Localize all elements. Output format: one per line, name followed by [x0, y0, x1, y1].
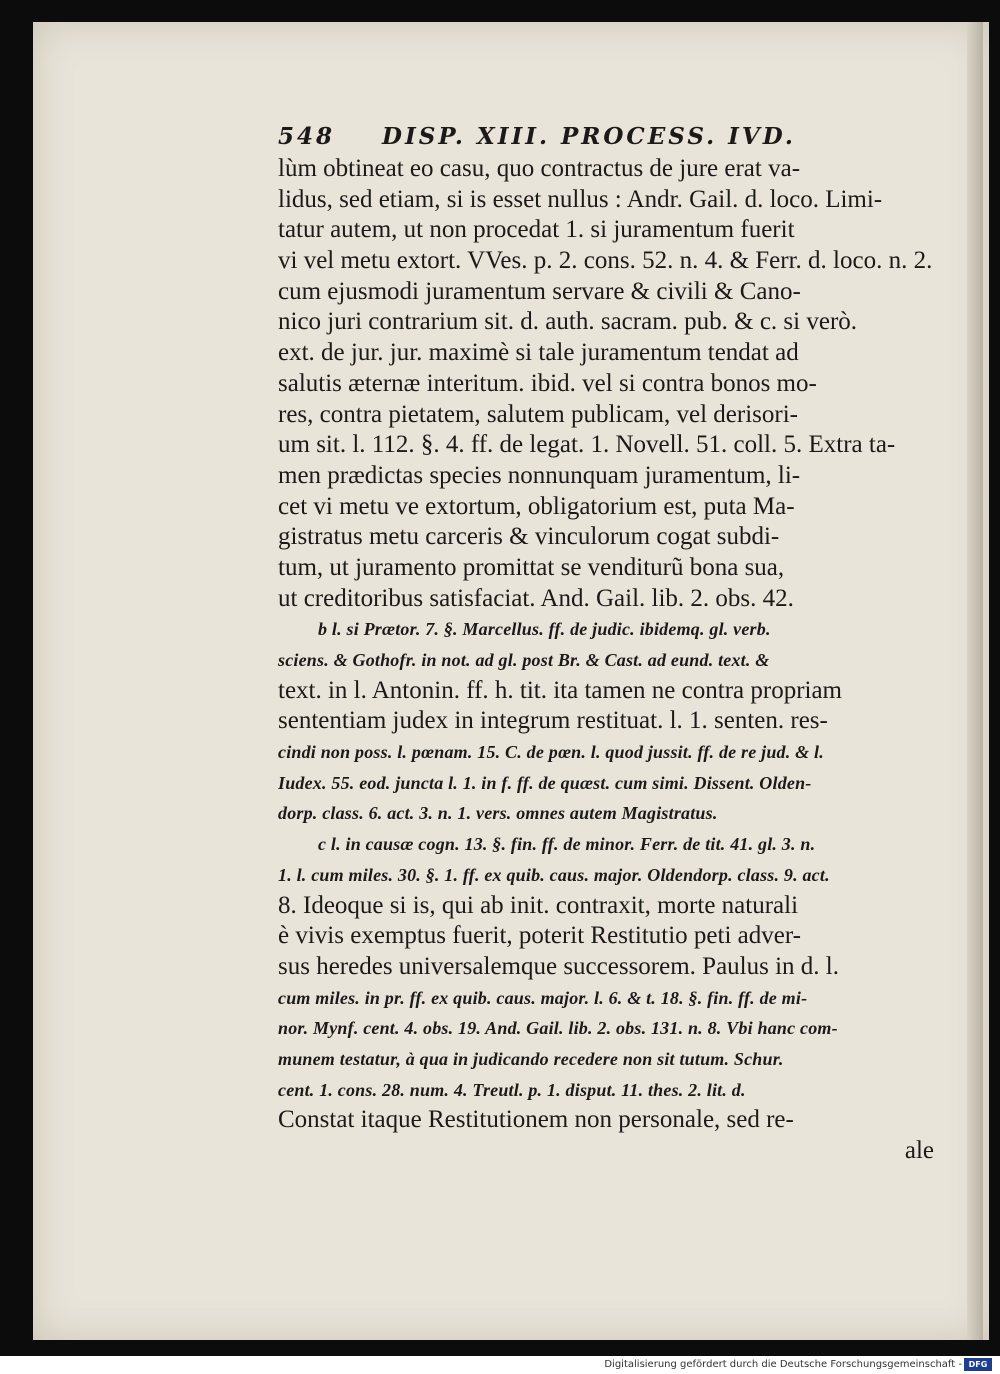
- text-line: cet vi metu ve extortum, obligatorium est, puta Ma-: [278, 492, 795, 520]
- text-block: [278, 120, 938, 1167]
- text-line: res, contra pietatem, salutem publicam, vel derisori-: [278, 400, 798, 428]
- text-line: ale: [904, 1137, 934, 1164]
- digitization-credit: Digitalisierung gefördert durch die Deutsche Forschungsgemeinschaft -: [604, 1359, 962, 1370]
- dfg-logo: DFG: [964, 1358, 992, 1371]
- citation-line: cent. 1. cons. 28. num. 4. Treutl. p. 1. disput. 11. thes. 2. lit. d.: [278, 1079, 746, 1100]
- citation-line: b l. si Prætor. 7. §. Marcellus. ff. de judic. ibidemq. gl. verb.: [318, 619, 771, 640]
- text-line: sententiam judex in integrum restituat. l. 1. senten. res-: [278, 707, 828, 735]
- text-line: nico juri contrarium sit. d. auth. sacram. pub. & c. si verò.: [278, 308, 858, 336]
- citation-line: cindi non poss. l. pœnam. 15. C. de pœn. l. quod jussit. ff. de re jud. & l.: [278, 742, 824, 763]
- text-line: vi vel metu extort. VVes. p. 2. cons. 52. n. 4. & Ferr. d. loco. n. 2.: [278, 247, 933, 275]
- text-line: ext. de jur. jur. maximè si tale juramentum tendat ad: [278, 339, 799, 367]
- text-line: text. in l. Antonin. ff. h. tit. ita tamen ne contra propriam: [278, 676, 843, 704]
- citation-line: sciens. & Gothofr. in not. ad gl. post Br. & Cast. ad eund. text. &: [278, 650, 770, 670]
- page-number: 548: [278, 123, 336, 150]
- text-line: lidus, sed etiam, si is esset nullus : Andr. Gail. d. loco. Limi-: [278, 185, 883, 213]
- text-line: gistratus metu carceris & vinculorum cogat subdi-: [278, 523, 780, 551]
- citation-line: nor. Mynf. cent. 4. obs. 19. And. Gail. lib. 2. obs. 131. n. 8. Vbi hanc com-: [278, 1018, 838, 1039]
- running-header: [278, 120, 938, 154]
- text-line: Constat itaque Restitutionem non personale, sed re-: [278, 1106, 794, 1134]
- text-line: tum, ut juramento promittat se venditurũ bona sua,: [278, 553, 785, 581]
- text-line: men prædictas species nonnunquam juramentum, li-: [278, 461, 801, 489]
- citation-line: munem testatur, à qua in judicando recedere non sit tutum. Schur.: [278, 1048, 784, 1069]
- text-line: tatur autem, ut non procedat 1. si juramentum fuerit: [278, 216, 795, 244]
- text-line: sus heredes universalemque successorem. Paulus in d. l.: [278, 952, 839, 980]
- text-line: salutis æternæ interitum. ibid. vel si contra bonos mo-: [278, 369, 817, 397]
- text-line: um sit. l. 112. §. 4. ff. de legat. 1. Novell. 51. coll. 5. Extra ta-: [278, 431, 896, 459]
- page-edge: [967, 22, 983, 1340]
- citation-line: cum miles. in pr. ff. ex quib. caus. major. l. 6. & t. 18. §. fin. ff. de mi-: [278, 987, 808, 1008]
- text-line: lùm obtineat eo casu, quo contractus de jure erat va-: [278, 155, 801, 182]
- citation-line: c l. in causæ cogn. 13. §. fin. ff. de minor. Ferr. de tit. 41. gl. 3. n.: [318, 834, 816, 855]
- text-line: è vivis exemptus fuerit, poterit Restitutio peti adver-: [278, 922, 801, 950]
- text-line: ut creditoribus satisfaciat. And. Gail. lib. 2. obs. 42.: [278, 584, 794, 612]
- text-line: 8. Ideoque si is, qui ab init. contraxit, morte naturali: [278, 891, 799, 919]
- citation-line: Iudex. 55. eod. juncta l. 1. in f. ff. de quæst. cum simi. Dissent. Olden-: [278, 772, 812, 793]
- text-line: cum ejusmodi juramentum servare & civili & Cano-: [278, 277, 801, 305]
- citation-line: 1. l. cum miles. 30. §. 1. ff. ex quib. caus. major. Oldendorp. class. 9. act.: [278, 864, 830, 885]
- body-text: [278, 154, 938, 1167]
- citation-line: dorp. class. 6. act. 3. n. 1. vers. omnes autem Magistratus.: [278, 803, 718, 824]
- running-title: DISP. XIII. PROCESS. IVD.: [382, 123, 796, 150]
